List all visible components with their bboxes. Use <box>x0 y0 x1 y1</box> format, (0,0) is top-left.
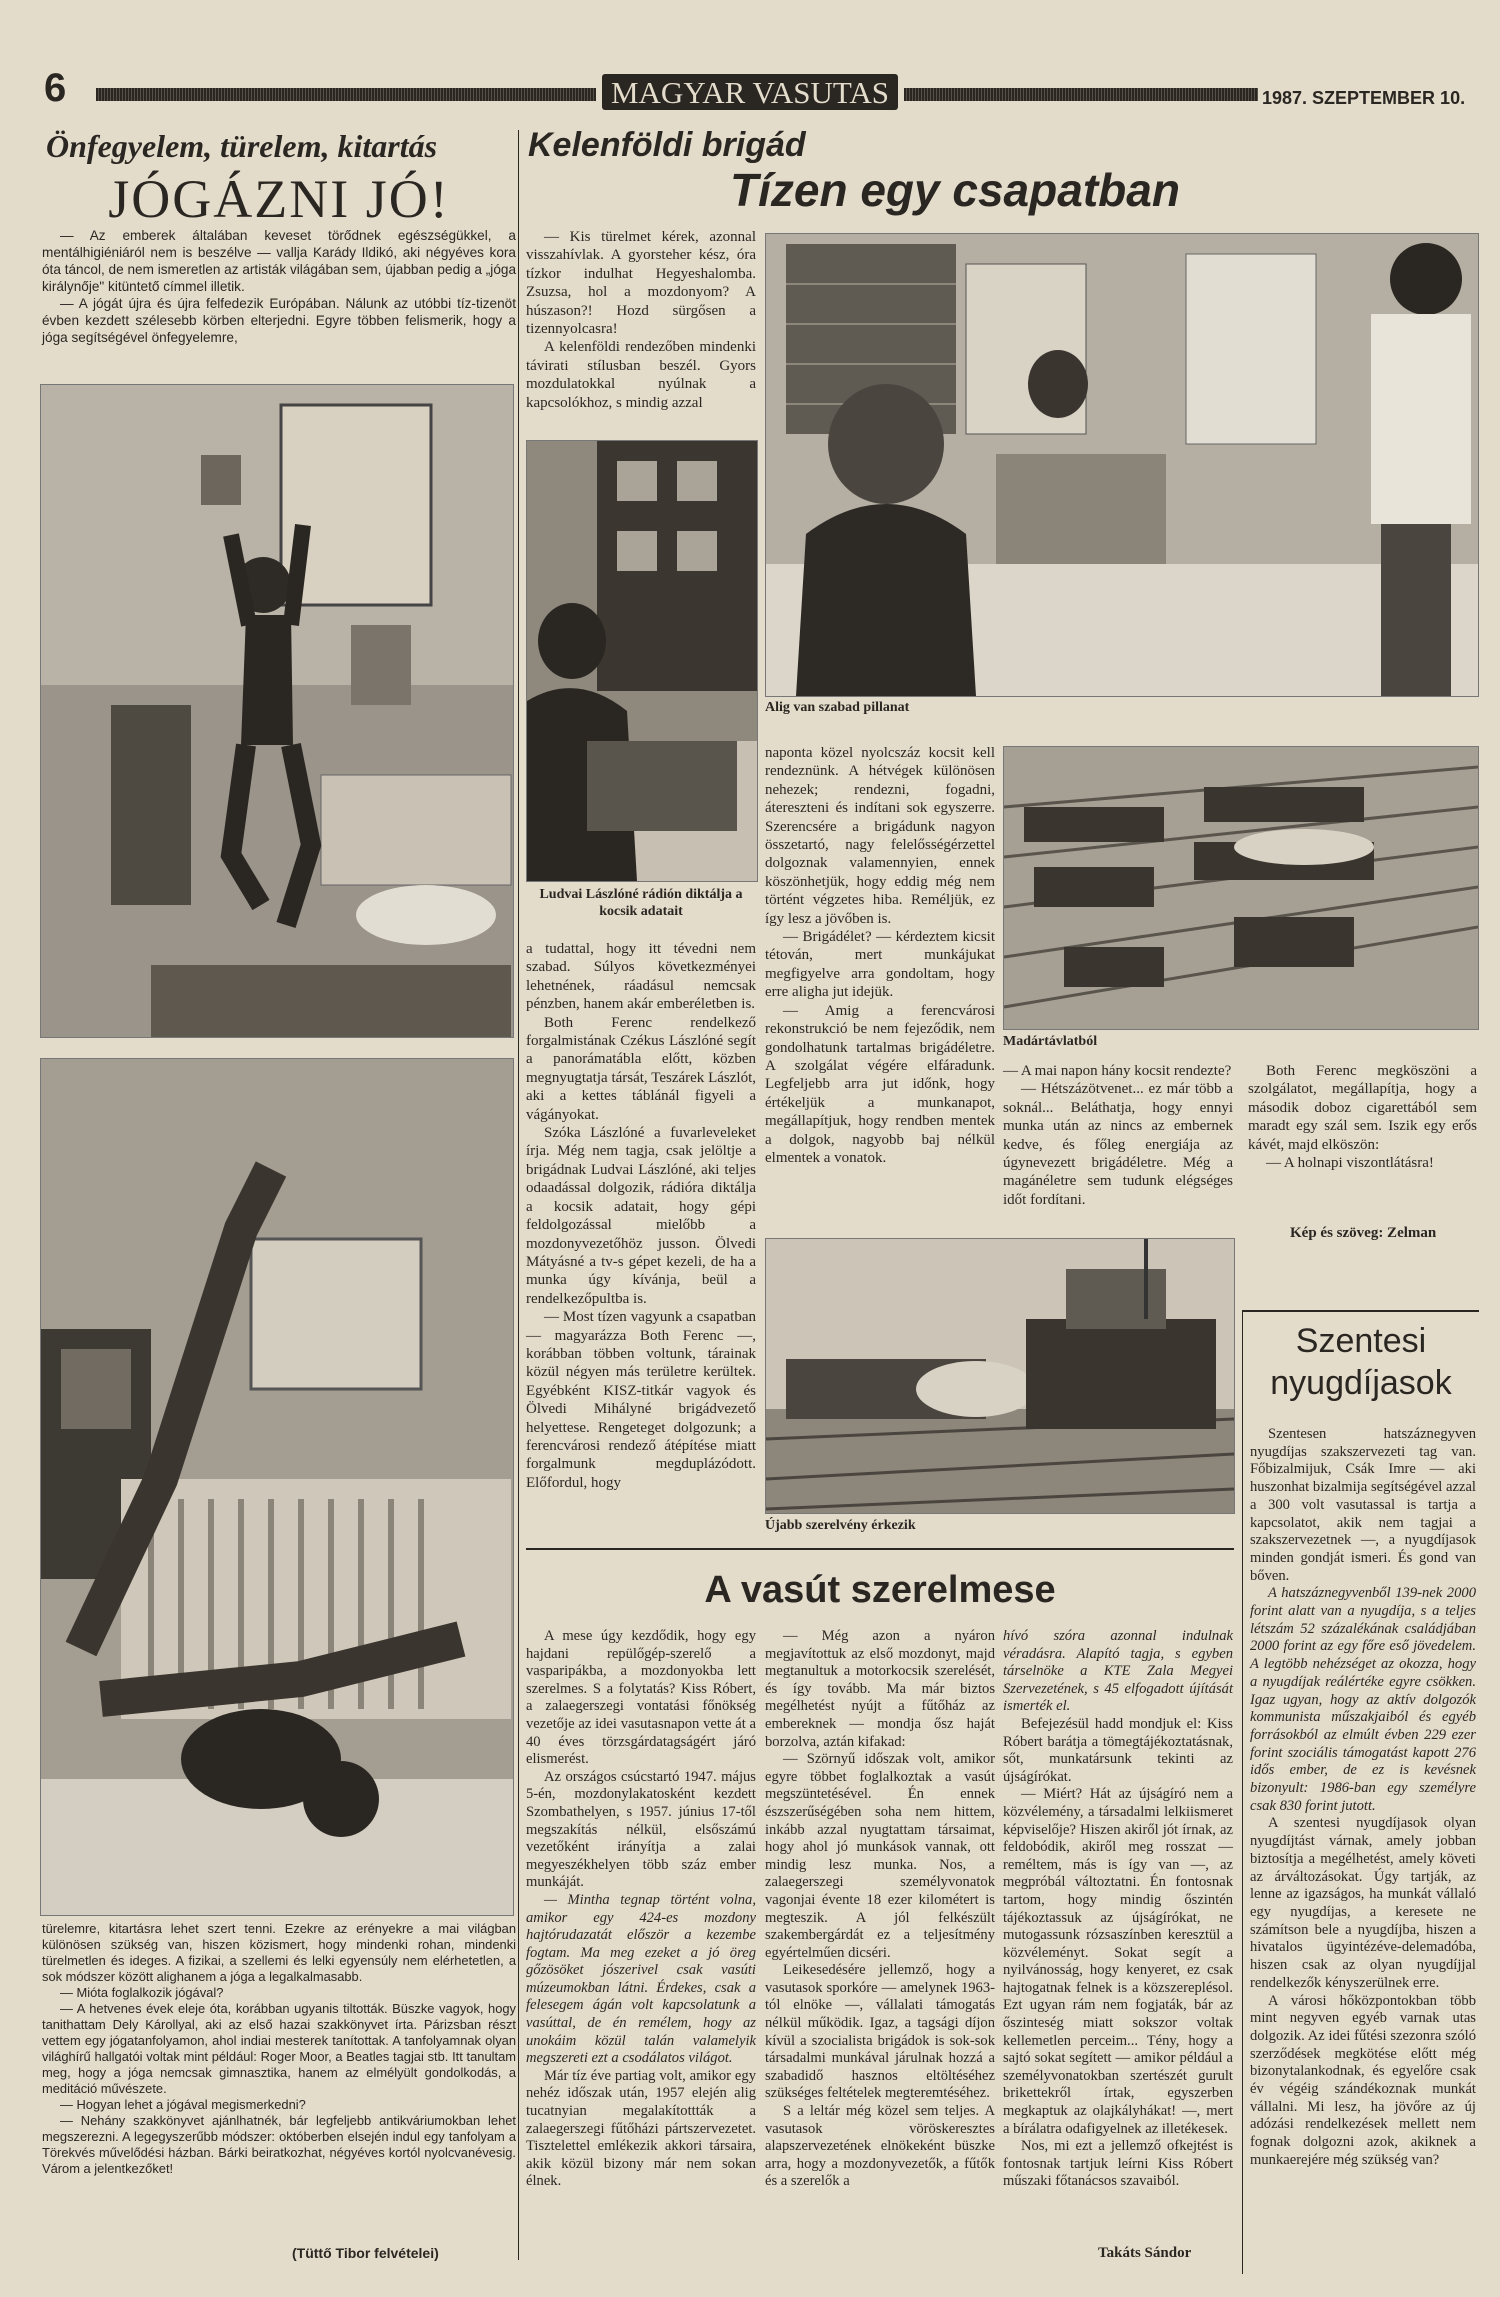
column-divider <box>518 130 519 2260</box>
vasut-para: Az országos csúcstartó 1947. május 5-én, mozdonylakatosként kezdett Szombathelyen, s 1957. június 17-től megszakítás nélkül, elsőszámú vezetőként irányítja a zalai megyeszékhelyen több száz ember munkáját. <box>526 1768 756 1891</box>
vasut-para: S a leltár még közel sem teljes. A vasutasok vöröskeresztes alapszervezetének elnökeként büszke arra, hogy a mozdonyvezetők, a fűtők és a szerelők a <box>765 2103 995 2190</box>
header-bar-right <box>904 88 1258 101</box>
page-number: 6 <box>44 66 67 110</box>
yoga-floor-pose-illustration <box>41 1059 513 1915</box>
header-bar-left <box>96 88 596 101</box>
brigad-para: Szóka Lászlóné a fuvarleveleket írja. Még nem tagja, csak jelöltje a brigádnak Ludvai Lászlóné, aki teljes odaadással dolgozik, rádióra diktálja a kocsik adatait, hogy gépi feldolgozással mielőbb a mozdonyvezetőhöz jusson. Ölvedi Mátyásné a tv-s gépet kezeli, de ha a munka úgy kívánja, beül a rendelkezőpultba is. <box>526 1125 756 1307</box>
vasut-col1 <box>526 1628 756 2191</box>
brigad-para: — Brigádélet? — kérdeztem kicsit tétován, mert munkájukat megfigyelve arra gondoltam, hogy erre aligha jut idejük. <box>765 929 995 1001</box>
brigad-para: — A mai napon hány kocsit rendezte? <box>1003 1063 1232 1079</box>
yoga-photo-credit: (Tüttő Tibor felvételei) <box>292 2245 439 2261</box>
brigad-title: Tízen egy csapatban <box>730 164 1180 216</box>
dispatch-office-illustration <box>766 234 1478 696</box>
vasut-para: Nos, mi ezt a jellemző ofkejtést is fontosnak tartjuk leírni Kiss Róbert műszaki főtanácsos szavaiból. <box>1003 2138 1233 2190</box>
yoga-photo-top <box>40 384 514 1038</box>
yoga-intro <box>42 227 516 346</box>
yoga-kicker: Önfegyelem, türelem, kitartás <box>46 128 438 164</box>
brigad-para: — Hétszázötvenet... ez már több a soknál... Beláthatja, hogy ennyi munka után az nincs az embernek kedve, és főleg energiája az úgynevezett brigádéletre. Még a magánéletre sem tudunk elégséges időt fordítani. <box>1003 1081 1233 1208</box>
yoga-intro-para: — A jógát újra és újra felfedezik Európában. Nálunk az utóbbi tíz-tizenöt évben kezdett szélesebb körben elterjedni. Egyre többen felismerik, hogy a jóga segítségével önfegyelemre, <box>42 296 516 345</box>
brigad-photo-office <box>765 233 1479 697</box>
yoga-question: — Hogyan lehet a jógával megismerkedni? <box>60 2097 306 2112</box>
yoga-body-para: türelemre, kitartásra lehet szert tenni. Ezekre az erényekre a mai világban különösen szükség van, hiszen közismert, hogy mindenki rohan, mindenki türelmetlen és ideges. A fizikai, a szellemi és lelki egyensúly nem elérhetetlen, a sok módszer között alighanem a jóga a legalkalmasabb. <box>42 1921 516 1984</box>
brigad-para: — A holnapi viszontlátásra! <box>1266 1155 1434 1172</box>
brigad-para: Both Ferenc megköszöni a szolgálatot, megállapítja, hogy a második doboz cigarettából sem maradt egy szál sem. Iszik egy erős kávét, majd elköszön: <box>1248 1063 1477 1153</box>
yoga-body <box>42 1921 516 2177</box>
radio-operator-illustration <box>527 441 757 881</box>
vasut-para: hívó szóra azonnal indulnak véradásra. Alapító tagja, s egyben társelnöke a KTE Zala Megyei Szervezetének, s 45 elfogadott újítását ismerték el. <box>1003 1628 1233 1715</box>
szentesi-para: A városi hőközpontokban több mint negyven egyéb varnak utas dolgozik. Az idei fűtési szezonra szóló szerződések megkötése előtt még bizonytalankodnak, és egyelőre csak év végéig szándékoznak munkát vállalni. Mi lesz, ha jövőre az új adózási rendelkezések mellett nem fognak dolgozni azok, akiknek a munkaerejére még szükség van? <box>1250 1992 1476 2168</box>
brigad-col3 <box>1003 1062 1233 1209</box>
vasut-para: Befejezésül hadd mondjuk el: Kiss Róbert barátja a tömegtájékoztatásnak, sőt, munkatársunk tekinti az újságírókat. <box>1003 1715 1233 1785</box>
brigad-kicker: Kelenföldi brigád <box>528 126 806 164</box>
brigad-para: A kelenföldi rendezőben mindenki távirati stílusban beszél. Gyors mozdulatokkal nyúlnak a kapcsolókhoz, s mindig azzal <box>526 339 756 411</box>
brigad-para: — Kis türelmet kérek, azonnal visszahívlak. A gyorsteher kész, óra tízkor indulhat Hegyeshalomba. Zsuzsa, hol a mozdonyom? A húszason?! Hozd sürgősen a tizennyolcasra! <box>526 229 756 338</box>
vasut-para: — Miért? Hát az újságíró nem a közvélemény, a társadalmi lelkiismeret képviselője? Hiszen akiről jót írnak, az feldobódik, akiről meg rosszat — reméltem, más is így van —, az megpróbál változtatni. Én fontosnak tartom, hogy mindig őszintén tájékoztassuk az újságírókat, ne mutogassunk rózsaszínben keresztül a közvéleményt. Sokat segít a nyilvánosság, hogy kenyeret, ez csak hajtogatnak felnek is a közszereplésol. Ezt ugyan rám nem fogjaták, bár az őszinteség miatt sokszor voltak kellemetlen perceim... Tény, hogy a sajtó sokat segített — amikor például a személyvonatokban szertészét gurult brikettekről írtak, egyszerben megkaptuk az olajkályhákat! —, mert a bírálatra odafigyelnek az illetékesek. <box>1003 1786 1233 2137</box>
vasut-col3 <box>1003 1628 1233 2191</box>
brigad-col4 <box>1248 1062 1477 1172</box>
masthead-title: MAGYAR VASUTAS <box>610 75 890 110</box>
brigad-col1-bottom <box>526 940 756 1492</box>
caption-yard: Madártávlatból <box>1003 1034 1098 1049</box>
yoga-title: JÓGÁZNI JÓ! <box>108 169 450 229</box>
brigad-photo-yard <box>1003 746 1479 1030</box>
vasut-author: Takáts Sándor <box>1098 2245 1192 2261</box>
szentesi-para: A hatszáznegyvenből 139-nek 2000 forint alatt van a nyugdíja, s a teljes létszám 52 százalékának családjában 2000 forint az egy főre eső jövedelem. A legtöbb nehézséget az okozza, hogy a nyugdíjak reálértéke egyre csökken. Igaz ugyan, hogy az aktív dolgozók kommunista műszakjaiból és egyéb forrásokból az elmúlt évben 229 ezer forint szociális támogatást kapott 276 idős ember, de ez is kevésnek bizonyult: 1986-ban egy személyre csak 830 forint jutott. <box>1250 1585 1476 1814</box>
arriving-train-illustration <box>766 1239 1234 1513</box>
brigad-credit: Kép és szöveg: Zelman <box>1290 1225 1437 1241</box>
brigad-para: — Amig a ferencvárosi rekonstrukció be nem fejeződik, nem gondolhatunk tartalmas brigádéletre. A szolgálat végére elfáradunk. Legfeljebb arra jut időnk, hogy értékeljük a munkanapot, megállapítjuk, hogy rendben mentek a dolgok, nagyobb baj nélkül elmentek a vonatok. <box>765 1002 995 1166</box>
caption-radio: Ludvai Lászlóné rádión diktálja a kocsik adatait <box>539 887 743 919</box>
szentesi-para: Szentesen hatszáznegyven nyugdíjas szakszervezeti tag van. Főbizalmijuk, Csák Imre — aki huszonhat bizalmija segítségével azzal a 300 volt vasutassal is tartja a kapcsolatot, akik nem tagjai a szakszervezetnek —, a nyugdíjasok minden gondját ismeri. És gond van bőven. <box>1250 1426 1476 1584</box>
brigad-col1-top <box>526 228 756 412</box>
caption-office: Alig van szabad pillanat <box>765 700 910 715</box>
vasut-top-rule <box>526 1548 1234 1550</box>
brigad-para: — Most tízen vagyunk a csapatban — magyarázza Both Ferenc —, korábban többen voltunk, tárainak közül négyen más területre kerültek. Egyébként KISZ-titkár vagyok és Ölvedi Mihályné brigádvezető helyettese. Rengeteget dolgozunk; a ferencvárosi rendező átépítése miatt forgalmunk megduplázódott. Előfordul, hogy <box>526 1309 756 1491</box>
brigad-para: Both Ferenc rendelkező forgalmistának Czékus Lászlóné segít a panorámatábla előtt, közben megnyugtatja társát, Teszárek Lászlót, aki a kettes táblánál figyeli a vágányokat. <box>526 1014 756 1123</box>
caption-train: Újabb szerelvény érkezik <box>765 1518 916 1533</box>
vasut-para: Már tíz éve partiag volt, amikor egy nehéz időszak után, 1957 elején alig tucatnyian megalakítottták a zalaegerszegi fűtőházi pártszervezetet. Tisztelettel emlékezik akkori társaira, akik közül bizony már nem sokan élnek. <box>526 2067 756 2190</box>
yoga-body-para: — Nehány szakkönyvet ajánlhatnék, bár legfeljebb antikváriumokban lehet megszerezni. A legegyszerűbb módszer: októberben elsején indul egy tanfolyam a Törekvés művelődési házban. Bárki beiratkozhat, négyéves kortól nyolcvanévesig. Várom a jelentkezőket! <box>42 2113 516 2176</box>
vasut-para: — Még azon a nyáron megjavítottuk az első mozdonyt, majd megtanultuk a motorkocsik szerelését, és így tovább. Ma már biztos megélhetést nyújt a fűtőház az embereknek — mondja ősz haját borzolva, aztán kifakad: <box>765 1628 995 1750</box>
szentesi-body <box>1250 1426 1476 2170</box>
rail-yard-illustration <box>1004 747 1478 1029</box>
brigad-photo-radio <box>526 440 758 882</box>
brigad-para: a tudattal, hogy itt tévedni nem szabad. Súlyos következményei lehetnének, ráadásul nemcsak pénzben, hanem akár emberéletben is. <box>526 941 756 1013</box>
vasut-title: A vasút szerelmese <box>704 1569 1056 1611</box>
szentesi-title: Szentesi nyugdíjasok <box>1270 1322 1452 1402</box>
yoga-photo-bottom <box>40 1058 514 1916</box>
vasut-col2 <box>765 1628 995 2191</box>
vasut-para: — Mintha tegnap történt volna, amikor egy 424-es mozdony hajtórudazatát először a kezembe fogtam. Ma meg ezeket a jó öreg gőzösöket jószerivel csak vasúti múzeumokban látni. Érdekes, csak a felesegem ágán volt kapcsolatunk a vasúttal, de én remélem, hogy az unokáim közül talán valamelyik megszereti ezt a csodálatos világot. <box>526 1891 756 2067</box>
brigad-para: naponta közel nyolcszáz kocsit kell rendeznünk. A hétvégek különösen nehezek; rendezni, fogadni, átereszteni és indítani sok egyszerre. Szerencsére a brigádunk nagyon összetartó, nagy felelősségérzettel dolgoznak valamennyien, ennek köszönhetjük, hogy eddig még nem történt végzetes hiba. Reméljük, ez így lesz a jövőben is. <box>765 745 995 927</box>
issue-date: 1987. SZEPTEMBER 10. <box>1262 88 1466 108</box>
vasut-para: — Szörnyű időszak volt, amikor egyre többet foglalkoztak a vasút megszüntetésével. Én ennek észszerűségében soha nem hittem, inkább azzal nyugtattam társaimat, hogy ahol jó munkások vannak, ott mindig lesz munka. Nos, a zalaegerszegi személyvonatok vagonjai évente 18 ezer kilométert is megteszik. A jól felkészült szakembergárdát ez a teljesítmény egyértelműen dicséri. <box>765 1751 995 1961</box>
yoga-intro-para: — Az emberek általában keveset törődnek egészségükkel, a mentálhigiéniáról nem is beszélve — vallja Karády Ildikó, aki négyéves kora óta táncol, de nem ismeretlen az artisták világában sem, újabban pedig a „jóga királynője" kitüntető címmel illetik. <box>42 228 516 294</box>
vasut-para: Leikesedésére jellemző, hogy a vasutasok sporkóre — amelynek 1963-tól elnöke —, vállalati támogatás nélkül működik. Igaz, a tagsági díjon kívül a szocialista brigádok is sok-sok társadalmi munkával járulnak hozzá a szabadidő hasznos eltöltéséhez szükséges feltételek megteremtéséhez. <box>765 1962 995 2102</box>
brigad-photo-train <box>765 1238 1235 1514</box>
yoga-question: — Mióta foglalkozik jógával? <box>60 1985 224 2000</box>
brigad-col2 <box>765 744 995 1167</box>
vasut-para: A mese úgy kezdődik, hogy egy hajdani repülőgép-szerelő a vasparipákba, a mozdonyokba lett szerelmes. S a folytatás? Kiss Róbert, a zalaegerszegi vontatási főnökség vezetője az idei vasutasnapon vette át a 40 éves törzsgárdatagságért járó elismerést. <box>526 1628 756 1768</box>
yoga-body-para: — A hetvenes évek eleje óta, korábban ugyanis tiltották. Büszke vagyok, hogy tanithattam Dely Károllyal, aki az első hazai szakkönyvet írta. Párizsban részt vettem egy jógatanfolyamon, ahol indiai mesterek tanítottak. A tanfolyamnak olyan világhírű hallgatói voltak mint például: Roger Moor, a Beatles tagjai stb. Itt tanultam meg, hogy a jóga nemcsak gimnasztika, hanem az elmélyült gondolkodás, a meditáció művészete. <box>42 2001 516 2096</box>
yoga-pose-illustration <box>41 385 513 1037</box>
szentesi-para: A szentesi nyugdíjasok olyan nyugdíjtást várnak, amely jobban biztosítja a megélhetést, amely követi az árváltozásokat. Úgy tartják, az lenne az igazságos, ha munkát vállaló egy nyugdíjas, a keresete ne számítson bele a nyugdíjba, hiszen a hivatalos ügyintézéve-delemadóba, hiszen csak az olyan nyugdíjjal rendelkezők kényszerülnek erre. <box>1250 1815 1476 1991</box>
